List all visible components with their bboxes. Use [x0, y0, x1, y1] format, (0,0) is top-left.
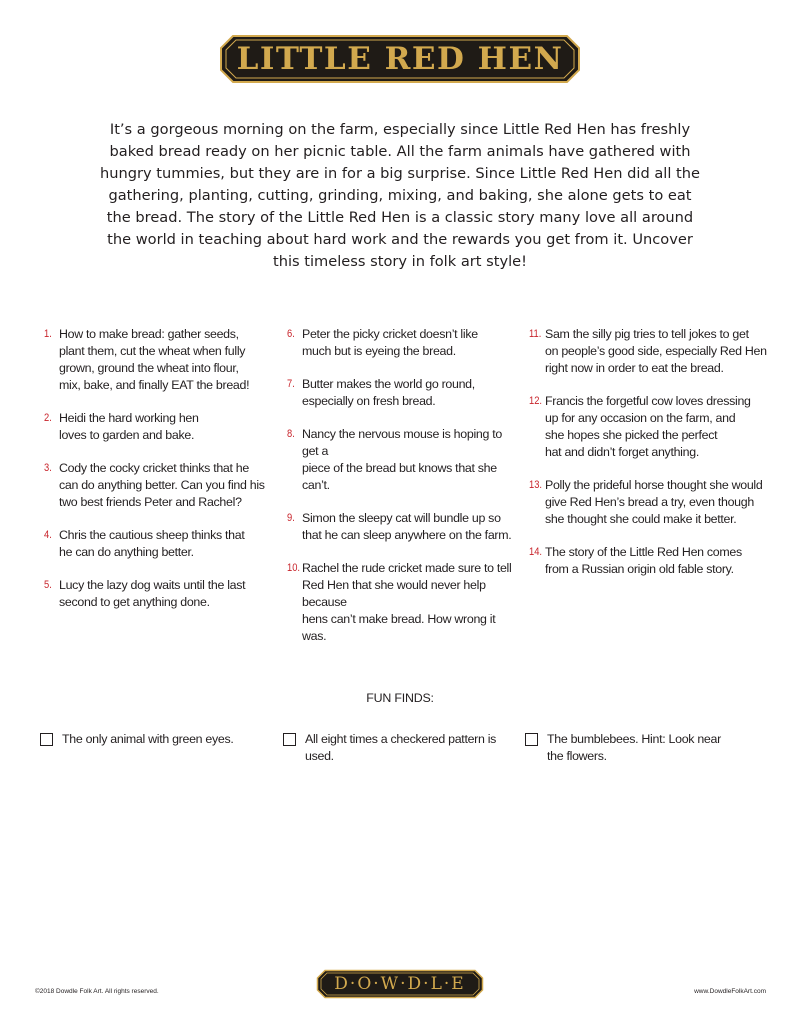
clue-item	[529, 477, 769, 528]
checkbox[interactable]	[525, 733, 538, 746]
copyright-text: ©2018 Dowdle Folk Art. All rights reserved.	[35, 988, 159, 995]
fun-finds-heading: FUN FINDS:	[366, 691, 434, 705]
website-url: www.DowdleFolkArt.com	[694, 988, 766, 995]
clue-text: Nancy the nervous mouse is hoping to get a piece of the bread but knows that she can’t.	[302, 427, 502, 492]
clue-text: Polly the prideful horse thought she would give Red Hen’s bread a try, even though she thought she could make it better.	[545, 478, 763, 526]
clue-number: 3.	[44, 462, 52, 474]
clue-column-1	[44, 326, 266, 627]
clue-item	[44, 460, 266, 511]
clue-text: Lucy the lazy dog waits until the last second to get anything done.	[59, 578, 246, 609]
fun-find-text: All eight times a checkered pattern is used.	[305, 732, 497, 763]
clue-item	[287, 510, 519, 544]
clue-item	[529, 393, 769, 461]
clue-item	[529, 544, 769, 578]
fun-find-item	[40, 731, 260, 748]
fun-find-text: The bumblebees. Hint: Look near the flowers.	[547, 732, 721, 763]
clue-number: 2.	[44, 412, 52, 424]
clue-text: Chris the cautious sheep thinks that he can do anything better.	[59, 528, 245, 559]
clue-item	[287, 560, 519, 645]
clue-column-3	[529, 326, 769, 594]
clue-number: 8.	[287, 428, 295, 440]
clue-number: 14.	[529, 546, 543, 558]
checkbox[interactable]	[283, 733, 296, 746]
clue-text: Cody the cocky cricket thinks that he can do anything better. Can you find his two best friends Peter and Rachel?	[59, 461, 265, 509]
checkbox[interactable]	[40, 733, 53, 746]
clue-text: Butter makes the world go round, especially on fresh bread.	[302, 377, 475, 408]
clue-number: 4.	[44, 529, 52, 541]
clue-text: How to make bread: gather seeds, plant them, cut the wheat when fully grown, ground the wheat into flour, mix, bake, and finally EAT the bread!	[59, 327, 250, 392]
page-title: LITTLE RED HEN	[236, 41, 564, 77]
clue-item	[529, 326, 769, 377]
clue-item	[287, 326, 519, 360]
clue-number: 7.	[287, 378, 295, 390]
logo-wordmark: D·O·W·D·L·E	[334, 974, 466, 994]
clue-item	[287, 376, 519, 410]
fun-find-text: The only animal with green eyes.	[62, 732, 234, 746]
clue-item	[44, 527, 266, 561]
clue-text: The story of the Little Red Hen comes from a Russian origin old fable story.	[545, 545, 742, 576]
clue-column-2	[287, 326, 519, 661]
clue-text: Heidi the hard working hen loves to garden and bake.	[59, 411, 199, 442]
clue-number: 6.	[287, 328, 295, 340]
title-banner	[219, 34, 581, 84]
fun-find-item	[283, 731, 513, 765]
clue-item	[287, 426, 519, 494]
clue-number: 12.	[529, 395, 543, 407]
dowdle-logo	[316, 969, 484, 999]
clue-number: 10.	[287, 562, 301, 574]
clue-number: 1.	[44, 328, 52, 340]
clue-text: Sam the silly pig tries to tell jokes to get on people’s good side, especially Red Hen right now in order to eat the bread.	[545, 327, 767, 375]
intro-paragraph: It’s a gorgeous morning on the farm, especially since Little Red Hen has freshly baked bread ready on her picnic table. All the farm animals have gathered with hungry tummies, but they are in for a big surprise. Since Little Red Hen did all the gathering, planting, cutting, grinding, mixing, and baking, she alone gets to eat the bread. The story of the Little Red Hen is a classic story many love all around the world in teaching about hard work and the rewards you get from it. Uncover this timeless story in folk art style!	[99, 121, 700, 270]
clue-item	[44, 577, 266, 611]
clue-text: Peter the picky cricket doesn’t like much but is eyeing the bread.	[302, 327, 478, 358]
clue-text: Francis the forgetful cow loves dressing up for any occasion on the farm, and she hopes she picked the perfect hat and didn’t forget anything.	[545, 394, 751, 459]
clue-number: 9.	[287, 512, 295, 524]
clue-number: 5.	[44, 579, 52, 591]
clue-number: 13.	[529, 479, 543, 491]
clue-number: 11.	[529, 328, 542, 340]
fun-find-item	[525, 731, 745, 765]
clue-item	[44, 326, 266, 394]
clue-item	[44, 410, 266, 444]
clue-text: Rachel the rude cricket made sure to tell Red Hen that she would never help because hens can’t make bread. How wrong it was.	[302, 561, 512, 643]
clue-text: Simon the sleepy cat will bundle up so that he can sleep anywhere on the farm.	[302, 511, 512, 542]
